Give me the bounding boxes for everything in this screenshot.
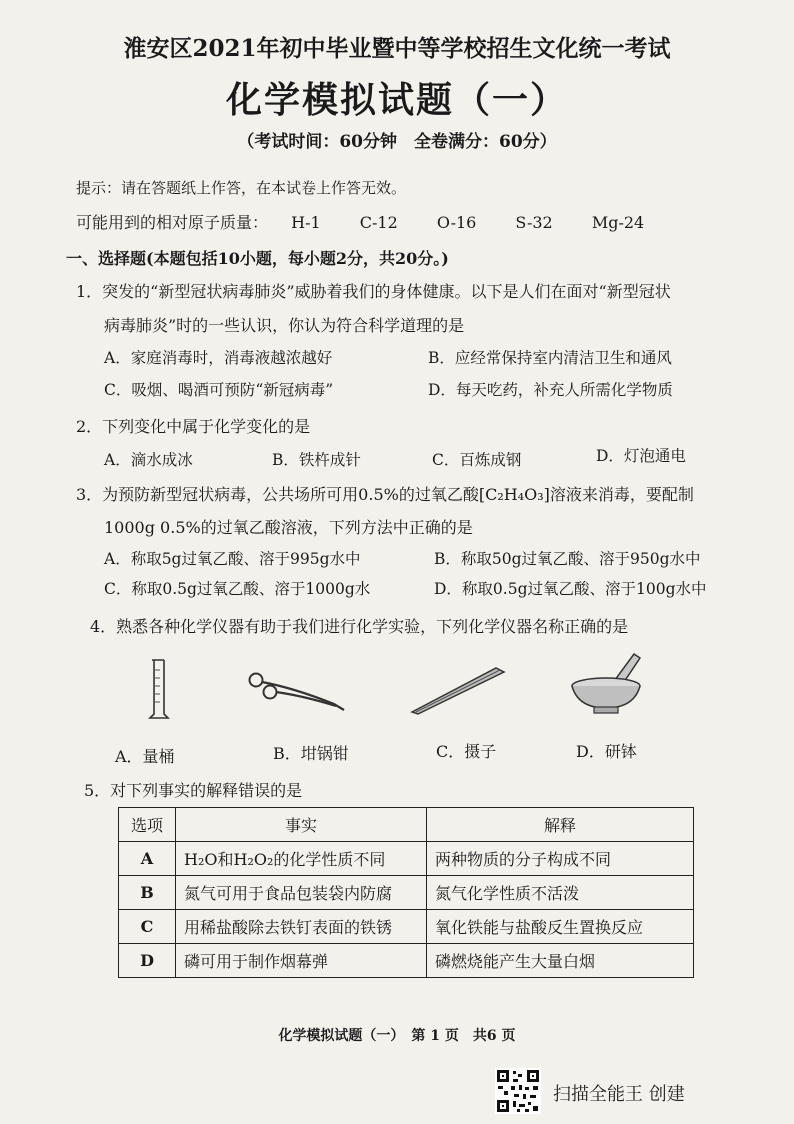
table-cell: 氧化铁能与盐酸反生置换反应	[427, 910, 694, 944]
q3-option-b: B．称取50g过氧乙酸、溶于950g水中	[434, 550, 701, 568]
mortar-pestle-icon	[568, 650, 646, 716]
table-cell: C	[119, 910, 176, 944]
q1-option-a: A．家庭消毒时，消毒液越浓越好	[104, 349, 333, 367]
table-cell: D	[119, 944, 176, 978]
q1-stem-line1: 1．突发的“新型冠状病毒肺炎”威胁着我们的身体健康。以下是人们在面对“新型冠状	[76, 282, 671, 301]
q4-option-d: D．研钵	[576, 742, 637, 761]
table-cell: 磷可用于制作烟幕弹	[176, 944, 427, 978]
atomic-mass-item: O-16	[436, 213, 477, 232]
atomic-mass-item: Mg-24	[591, 213, 645, 232]
table-row	[119, 910, 694, 944]
q2-option-b: B．铁杵成针	[272, 451, 361, 469]
table-cell: 两种物质的分子构成不同	[427, 842, 694, 876]
notice: 提示：请在答题纸上作答，在本试卷上作答无效。	[76, 179, 407, 197]
table-cell: 用稀盐酸除去铁钉表面的铁锈	[176, 910, 427, 944]
exam-header: 淮安区2021年初中毕业暨中等学校招生文化统一考试	[123, 35, 671, 62]
table-cell: 磷燃烧能产生大量白烟	[427, 944, 694, 978]
graduated-cylinder-icon	[138, 656, 178, 722]
atomic-mass-item: C-12	[359, 213, 398, 232]
atomic-mass-item: H-1	[291, 213, 321, 232]
table-cell: 氮气可用于食品包装袋内防腐	[176, 876, 427, 910]
q3-option-c: C．称取0.5g过氧乙酸、溶于1000g水	[104, 580, 371, 598]
q4-option-c: C．摄子	[436, 742, 497, 761]
q4-stem: 4．熟悉各种化学仪器有助于我们进行化学实验，下列化学仪器名称正确的是	[90, 617, 629, 636]
table-header: 选项	[119, 808, 176, 842]
q2-stem: 2．下列变化中属于化学变化的是	[76, 417, 311, 436]
table-row	[119, 944, 694, 978]
q4-option-b: B．坩锅钳	[273, 744, 349, 763]
q5-stem: 5．对下列事实的解释错误的是	[84, 781, 303, 800]
table-cell: A	[119, 842, 176, 876]
tweezers-icon	[408, 660, 510, 716]
facts-table	[118, 807, 694, 978]
q4-option-a: A．量桶	[115, 747, 175, 766]
page-title: 化学模拟试题（一）	[225, 79, 568, 121]
table-header: 解释	[427, 808, 694, 842]
atomic-mass-label: 可能用到的相对原子质量：	[76, 213, 269, 232]
q3-option-a: A．称取5g过氧乙酸、溶于995g水中	[104, 550, 361, 568]
table-cell: 氮气化学性质不活泼	[427, 876, 694, 910]
q3-stem-line2: 1000g 0.5%的过氧乙酸溶液，下列方法中正确的是	[104, 518, 473, 537]
table-row	[119, 876, 694, 910]
section-heading: 一、选择题(本题包括10小题，每小题2分，共20分。)	[66, 249, 449, 268]
page-footer: 化学模拟试题（一） 第 1 页 共6 页	[278, 1028, 516, 1044]
table-header: 事实	[176, 808, 427, 842]
q2-option-c: C．百炼成钢	[432, 451, 522, 469]
atomic-mass-item: S-32	[515, 213, 553, 232]
q1-option-c: C．吸烟、喝酒可预防“新冠病毒”	[104, 381, 334, 399]
q1-stem-line2: 病毒肺炎”时的一些认识，你认为符合科学道理的是	[104, 316, 465, 335]
table-cell: B	[119, 876, 176, 910]
atomic-mass-line	[76, 210, 678, 233]
q2-option-d: D．灯泡通电	[596, 447, 686, 465]
q3-stem-line1: 3．为预防新型冠状病毒，公共场所可用0.5%的过氧乙酸[C₂H₄O₃]溶液来消毒，要配制	[76, 485, 694, 504]
q1-option-d: D．每天吃药，补充人所需化学物质	[428, 381, 673, 399]
table-row	[119, 842, 694, 876]
qr-code-icon	[495, 1068, 541, 1114]
crucible-tongs-icon	[244, 668, 352, 716]
q2-option-a: A．滴水成冰	[104, 451, 193, 469]
table-cell: H₂O和H₂O₂的化学性质不同	[176, 842, 427, 876]
exam-info: （考试时间：60分钟 全卷满分：60分）	[237, 132, 557, 152]
table-header-row	[119, 808, 694, 842]
q1-option-b: B．应经常保持室内清洁卫生和通风	[428, 349, 672, 367]
q3-option-d: D．称取0.5g过氧乙酸、溶于100g水中	[434, 580, 707, 598]
scanner-watermark: 扫描全能王 创建	[553, 1084, 685, 1105]
